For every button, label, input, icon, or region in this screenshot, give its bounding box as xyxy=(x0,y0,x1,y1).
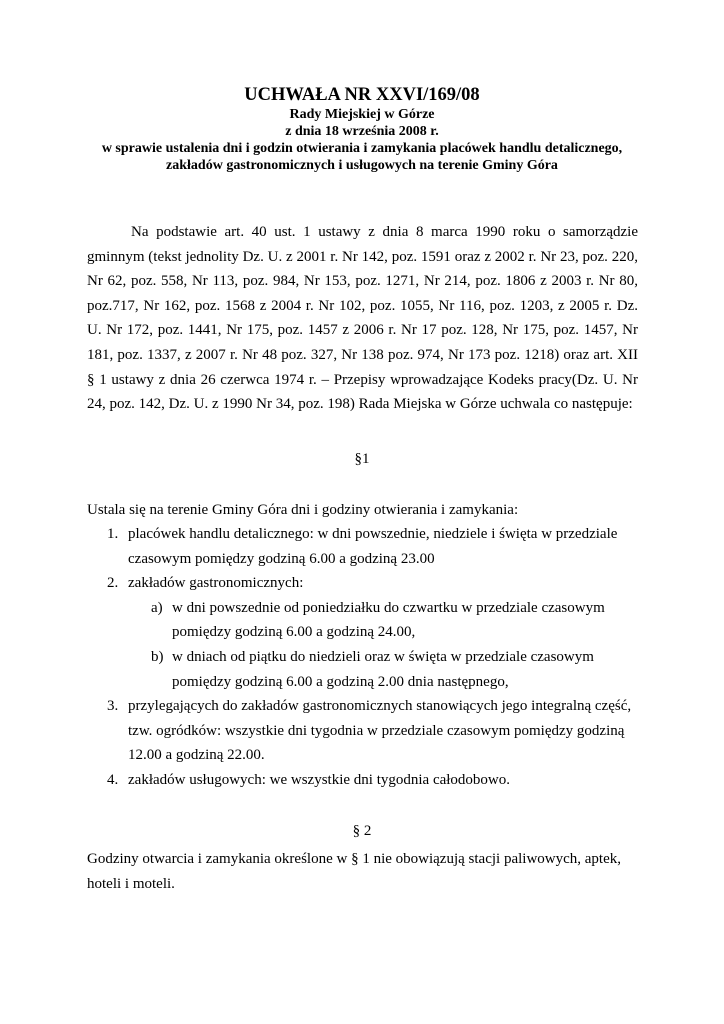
list-item xyxy=(87,522,647,571)
sub-list-item xyxy=(87,645,647,694)
list-item-number: 3. xyxy=(107,698,119,715)
section-1-intro: Ustala się na terenie Gminy Góra dni i godziny otwierania i zamykania: xyxy=(87,502,519,518)
list-item-number: 1. xyxy=(107,526,119,542)
list-item-text: zakładów usługowych: we wszystkie dni tygodnia całodobowo. xyxy=(128,771,511,788)
list-item xyxy=(87,694,647,768)
section-2-paragraph: Godziny otwarcia i zamykania określone w § 1 nie obowiązują stacji paliwowych, aptek, hoteli i moteli. xyxy=(87,851,621,892)
council-name: Rady Miejskiej w Górze xyxy=(289,107,435,122)
section-1-list xyxy=(87,522,647,793)
section-2-mark: § 2 xyxy=(352,823,372,839)
sub-list-item xyxy=(87,596,647,645)
list-item-number: 2. xyxy=(107,575,119,592)
list-item-number: 4. xyxy=(107,771,119,788)
preamble-paragraph: Na podstawie art. 40 ust. 1 ustawy z dnia 8 marca 1990 roku o samorządzie gminnym (tekst jednolity Dz. U. z 2001 r. Nr 142, poz. 1591 oraz z 2002 r. Nr 23, poz. 220, Nr 62, poz. 558, Nr 113, poz. 984, Nr 153, poz. 1271, Nr 214, poz. 1806 z 2003 r. Nr 80, poz.717, Nr 162, poz. 1568 z 2004 r. Nr 102, poz. 1055, Nr 116, poz. 1203, z 2005 r. Dz. U. Nr 172, poz. 1441, Nr 175, poz. 1457 z 2006 r. Nr 17 poz. 128, Nr 175, poz. 1457, Nr 181, poz. 1337, z 2007 r. Nr 48 poz. 327, Nr 138 poz. 974, Nr 173 poz. 1218) oraz art. XII § 1 ustawy z dnia 26 czerwca 1974 r. – Przepisy wprowadzające Kodeks pracy(Dz. U. Nr 24, poz. 142, Dz. U. z 1990 Nr 34, poz. 198) Rada Miejska w Górze uchwala co następuje: xyxy=(87,224,638,413)
section-1-mark: §1 xyxy=(354,451,370,467)
sub-list-item-letter: a) xyxy=(151,599,163,616)
list-item xyxy=(87,768,647,793)
list-item-text: placówek handlu detalicznego: w dni powszednie, niedziele i święta w przedziale czasowym pomiędzy godziną 6.00 a godziną 23.00 xyxy=(128,526,618,567)
list-item-text: przylegających do zakładów gastronomicznych stanowiących jego integralną część, tzw. ogródków: wszystkie dni tygodnia w przedziale czasowym pomiędzy godziną 12.00 a godziną 22.00. xyxy=(128,698,632,764)
document-header xyxy=(0,84,724,174)
sub-list-item-letter: b) xyxy=(151,648,164,665)
resolution-subject-line1: w sprawie ustalenia dni i godzin otwierania i zamykania placówek handlu detalicznego, xyxy=(101,141,623,156)
sub-list-item-text: w dniach od piątku do niedzieli oraz w święta w przedziale czasowym pomiędzy godziną 6.00 a godziną 2.00 dnia następnego, xyxy=(172,648,594,690)
list-item-text: zakładów gastronomicznych: xyxy=(128,575,304,592)
resolution-subject-line2: zakładów gastronomicznych i usługowych na terenie Gminy Góra xyxy=(166,158,558,173)
list-item xyxy=(87,571,647,596)
resolution-title: UCHWAŁA NR XXVI/169/08 xyxy=(244,85,480,105)
resolution-date: z dnia 18 września 2008 r. xyxy=(285,124,439,139)
sub-list-item-text: w dni powszednie od poniedziałku do czwartku w przedziale czasowym pomiędzy godziną 6.00 a godziną 24.00, xyxy=(172,599,605,641)
